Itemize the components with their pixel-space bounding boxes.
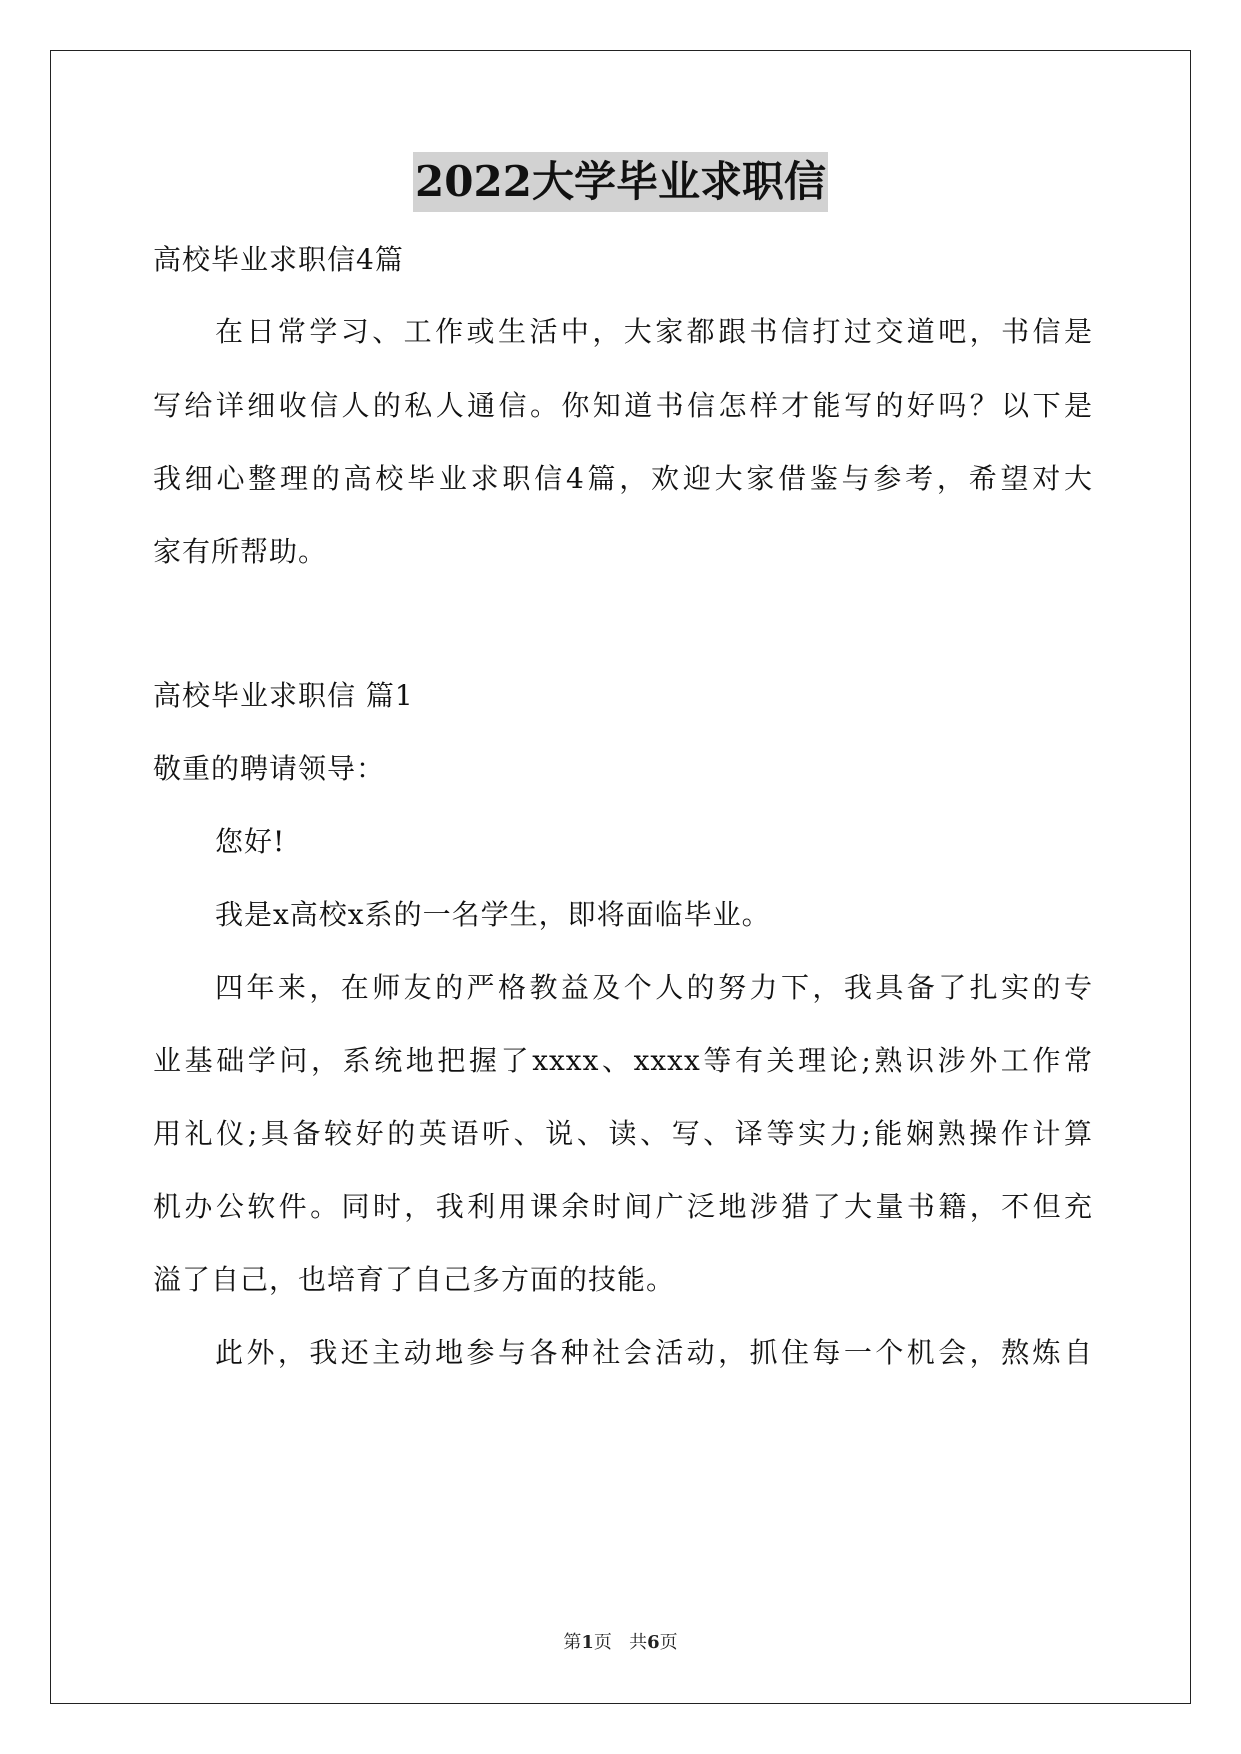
page-footer [0, 1631, 1241, 1655]
paragraph-line: 家有所帮助。 [153, 535, 328, 568]
paragraph-line: 用礼仪;具备较好的英语听、说、读、写、译等实力;能娴熟操作计算 [153, 1117, 1093, 1150]
page-border [50, 50, 1191, 1704]
title-container [0, 152, 1241, 212]
paragraph-line: 机办公软件。同时，我利用课余时间广泛地涉猎了大量书籍，不但充 [153, 1190, 1093, 1223]
subtitle: 高校毕业求职信4篇 [153, 243, 404, 276]
document-title: 2022大学毕业求职信 [413, 152, 828, 212]
total-prefix: 共 [629, 1632, 648, 1653]
paragraph-line: 写给详细收信人的私人通信。你知道书信怎样才能写的好吗？以下是 [153, 389, 1093, 422]
paragraph-line: 溢了自己，也培育了自己多方面的技能。 [153, 1263, 676, 1296]
total-pages: 6 [647, 1632, 660, 1653]
paragraph-line: 在日常学习、工作或生活中，大家都跟书信打过交道吧，书信是 [215, 315, 1093, 348]
total-suffix: 页 [659, 1632, 678, 1653]
paragraph-line: 四年来，在师友的严格教益及个人的努力下，我具备了扎实的专 [215, 971, 1093, 1004]
section-heading: 高校毕业求职信 篇1 [153, 679, 414, 712]
paragraph-line: 此外，我还主动地参与各种社会活动，抓住每一个机会，熬炼自 [215, 1336, 1093, 1369]
page-number: 1 [581, 1632, 594, 1653]
greeting: 您好! [215, 825, 286, 858]
page-prefix: 第 [563, 1632, 582, 1653]
paragraph-line: 我是x高校x系的一名学生，即将面临毕业。 [215, 898, 771, 931]
salutation: 敬重的聘请领导： [153, 752, 386, 785]
page-suffix: 页 [593, 1632, 612, 1653]
paragraph-line: 业基础学问，系统地把握了xxxx、xxxx等有关理论;熟识涉外工作常 [153, 1044, 1093, 1077]
paragraph-line: 我细心整理的高校毕业求职信4篇，欢迎大家借鉴与参考，希望对大 [153, 462, 1093, 495]
